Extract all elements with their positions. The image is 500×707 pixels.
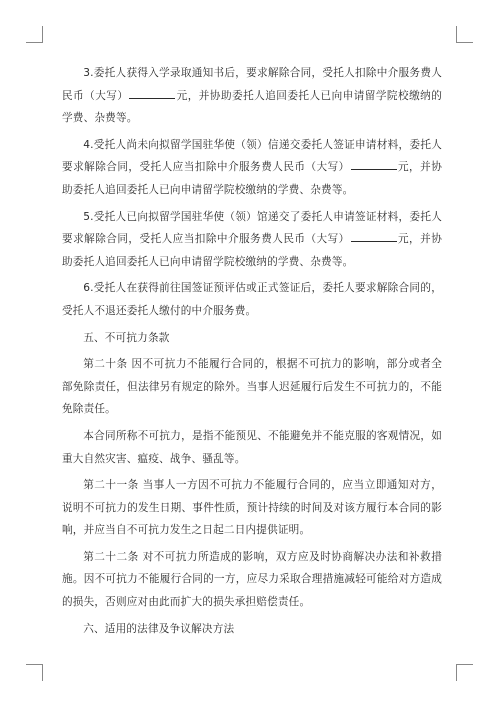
clause-4-text-post: 元，并协助委托人追回委托人已向申请留学院校缴纳的学费、杂费等。 [62,161,442,196]
clause-4 [62,134,442,202]
force-majeure-definition: 本合同所称不可抗力，是指不能预见、不能避免并不能克服的客观情况，如重大自然灾害、瘟疫、战争、骚乱等。 [62,429,442,465]
clause-3-text-pre: 3.委托人获得入学录取通知书后，要求解除合同，受托人扣除中介服务费人民币（大写） [62,67,442,102]
article-21: 第二十一条 当事人一方因不可抗力不能履行合同的，应当立即通知对方，说明不可抗力的发生日期、事件性质，预计持续的时间及对该方履行本合同的影响，并应当自不可抗力发生之日起二日内提供证明。 [62,479,442,537]
clause-5-text-post: 元，并协助委托人追回委托人已向申请留学院校缴纳的学费、杂费等。 [62,233,442,268]
clause-3 [62,62,442,130]
clause-5-amount-blank [351,240,397,242]
clause-3-amount-blank [129,97,175,99]
clause-4-text-pre: 4.受托人尚未向拟留学国驻华使（领）信递交委托人签证申请材料，委托人要求解除合同，受托人应当扣除中介服务费人民币（大写） [62,138,442,174]
crop-mark-bottom-left [26,664,43,681]
crop-mark-bottom-right [456,664,473,681]
clause-3-text-post: 元，并协助委托人追回委托人已向申请留学院校缴纳的学费、杂费等。 [62,89,442,125]
article-20: 第二十条 因不可抗力不能履行合同的，根据不可抗力的影响，部分或者全部免除责任，但法律另有规定的除外。当事人迟延履行后发生不可抗力的，不能免除责任。 [62,358,442,416]
clause-5-text-pre: 5.受托人已向拟留学国驻华使（领）馆递交了委托人申请签证材料，委托人要求解除合同，受托人应当扣除中介服务费人民币（大写） [62,210,442,246]
clause-4-amount-blank [351,168,397,170]
clause-5 [62,206,442,274]
crop-mark-top-right [456,26,473,43]
section-5-heading: 五、不可抗力条款 [83,331,170,344]
article-22: 第二十二条 对不可抗力所造成的影响，双方应及时协商解决办法和补救措施。因不可抗力不能履行合同的一方，应尽力采取合理措施减轻可能给对方造成的损失，否则应对由此而扩大的损失承担赔偿责任。 [62,550,442,609]
document-body [62,62,442,644]
crop-mark-top-left [26,26,43,43]
clause-6: 6.受托人在获得前往国签证预评估或正式签证后，委托人要求解除合同的，受托人不退还委托人缴付的中介服务费。 [62,282,442,317]
section-6-heading: 六、适用的法律及争议解决方法 [83,622,235,635]
